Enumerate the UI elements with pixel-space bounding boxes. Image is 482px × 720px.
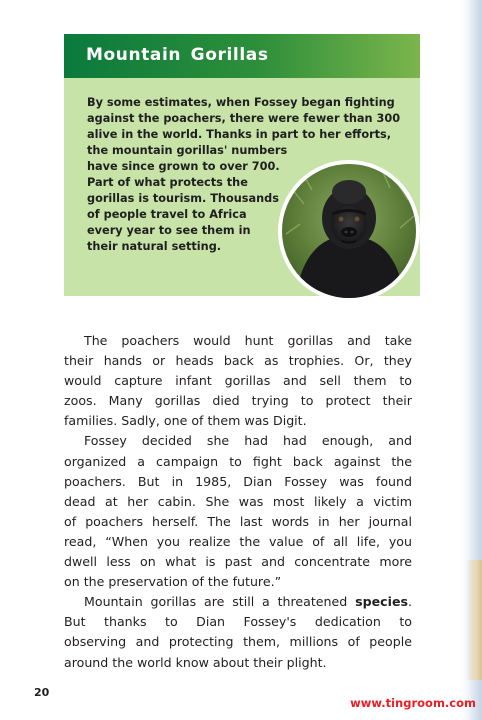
page-edge-shadow (460, 0, 482, 720)
body-line: would capture infant gorillas and sell them to (64, 373, 412, 389)
body-line: on the preservation of the future.” (64, 574, 282, 590)
body-line: dead at her cabin. She was most likely a victim (64, 493, 412, 509)
body-text (64, 331, 412, 673)
body-line-species (64, 592, 412, 612)
sidebar-line: Part of what protects the (87, 176, 248, 189)
sidebar-line: their natural setting. (87, 240, 222, 253)
sidebar-line: alive in the world. Thanks in part to her efforts, (87, 128, 392, 141)
sidebar-title: Mountain Gorillas (86, 45, 269, 65)
body-line: dwell less on what is past and concentrate more (64, 554, 412, 570)
body-line: organized a campaign to fight back against the (64, 453, 412, 469)
body-line: their hands or heads back as trophies. Or, they (64, 353, 412, 369)
sidebar-line: By some estimates, when Fossey began fighting (87, 96, 395, 109)
glossary-term-species: species (355, 594, 408, 610)
sidebar-header (64, 34, 420, 78)
sidebar-line: gorillas is tourism. Thousands (87, 192, 279, 205)
body-line: The poachers would hunt gorillas and take (84, 333, 412, 348)
body-line: Fossey decided she had had enough, and (84, 433, 412, 449)
sidebar-line: have since grown to over 700. (87, 160, 280, 173)
gorilla-photo (278, 160, 420, 302)
body-line: observing and protecting them, millions of people (64, 634, 412, 650)
body-line: families. Sadly, one of them was Digit. (64, 413, 307, 429)
body-line: poachers. But in 1985, Dian Fossey was found (64, 473, 412, 489)
body-text-fragment: Mountain gorillas are still a threatened (84, 594, 356, 610)
sidebar-line: the mountain gorillas' numbers (87, 144, 288, 157)
body-text-fragment: . (407, 594, 412, 610)
body-line: of poachers herself. The last words in her journal (64, 513, 412, 529)
gorilla-illustration (282, 164, 416, 298)
sidebar-line: of people travel to Africa (87, 208, 247, 221)
body-line: read, “When you realize the value of all life, you (64, 533, 412, 549)
body-line: zoos. Many gorillas died trying to protect their (64, 393, 412, 409)
body-line: But thanks to Dian Fossey's dedication to (64, 614, 412, 630)
page-number: 20 (34, 686, 50, 699)
sidebar-line: against the poachers, there were fewer than 300 (87, 112, 401, 125)
sidebar-line: every year to see them in (87, 224, 251, 237)
page-edge-band (466, 560, 482, 680)
watermark: www.tingroom.com (350, 696, 476, 710)
body-line: around the world know about their plight. (64, 654, 327, 670)
